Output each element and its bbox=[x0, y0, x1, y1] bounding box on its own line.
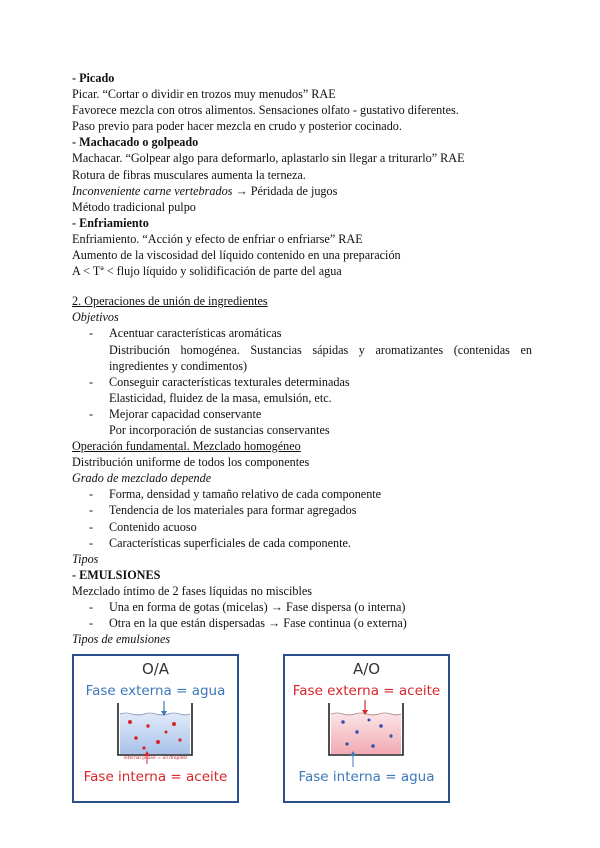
oil-droplet bbox=[165, 731, 168, 734]
bullet-item: - Características superficiales de cada componente. bbox=[89, 535, 351, 550]
external-phase-label: Fase externa = agua bbox=[85, 683, 226, 699]
text-line: Enfriamiento. “Acción y efecto de enfriar o enfriarse” RAE bbox=[72, 231, 363, 246]
bullet-dash: - bbox=[89, 326, 94, 341]
internal-phase-label: Fase interna = aceite bbox=[83, 769, 228, 785]
bullet-item: - Acentuar características aromáticas bbox=[89, 326, 282, 341]
bullet-item: - Mejorar capacidad conservante bbox=[89, 406, 262, 421]
emulsion-figures bbox=[72, 652, 532, 802]
figure-oil-in-water bbox=[72, 654, 239, 803]
document-body bbox=[72, 70, 532, 647]
heading-emulsiones: - EMULSIONES bbox=[72, 567, 161, 582]
figure-title: A/O bbox=[352, 660, 381, 678]
bullet-continuation: Distribución homogénea. Sustancias sápidas y aromatizantes (contenidas en bbox=[109, 342, 532, 357]
bullet-dash: - bbox=[89, 487, 94, 502]
bullet-dash: - bbox=[89, 374, 94, 389]
subheading-grado: Grado de mezclado depende bbox=[72, 471, 212, 486]
section-heading-union: 2. Operaciones de unión de ingredientes bbox=[72, 294, 268, 309]
bullet-dash: - bbox=[89, 519, 94, 534]
figure-title: O/A bbox=[141, 660, 170, 678]
bullet-dash: - bbox=[89, 503, 94, 518]
text-line: Método tradicional pulpo bbox=[72, 199, 196, 214]
oil-droplet bbox=[146, 724, 149, 727]
water-droplet bbox=[341, 720, 345, 724]
text-line: A < Tª < flujo líquido y solidificación de parte del agua bbox=[72, 264, 342, 279]
oil-droplet bbox=[156, 740, 160, 744]
oil-droplet bbox=[142, 746, 145, 749]
text-line: Machacar. “Golpear algo para deformarlo, aplastarlo sin llegar a triturarlo” RAE bbox=[72, 151, 465, 166]
bullet-dash: - bbox=[89, 600, 94, 614]
text-line: Distribución uniforme de todos los componentes bbox=[72, 455, 310, 470]
subheading-objetivos: Objetivos bbox=[72, 310, 119, 325]
water-droplet bbox=[379, 724, 383, 728]
bullet-continuation: ingredientes y condimentos) bbox=[109, 358, 248, 373]
text-line: Rotura de fibras musculares aumenta la terneza. bbox=[72, 167, 306, 182]
bullet-dash: - bbox=[89, 535, 94, 550]
bullet-item: - Conseguir características texturales determinadas bbox=[89, 374, 350, 389]
text-line: Paso previo para poder hacer mezcla en crudo y posterior cocinado. bbox=[72, 119, 402, 134]
text-line: Picar. “Cortar o dividir en trozos muy menudos” RAE bbox=[72, 87, 336, 102]
oil-phase bbox=[331, 714, 401, 754]
heading-machacado: - Machacado o golpeado bbox=[72, 135, 199, 150]
oil-droplet bbox=[134, 736, 138, 740]
oil-droplet bbox=[128, 720, 132, 724]
external-phase-label: Fase externa = aceite bbox=[292, 683, 441, 699]
water-droplet bbox=[355, 730, 358, 733]
water-droplet bbox=[368, 719, 371, 722]
bullet-item: - Tendencia de los materiales para formar agregados bbox=[89, 503, 357, 518]
bullet-dash: - bbox=[89, 616, 94, 631]
italic-inconveniente: Inconveniente carne vertebrados bbox=[72, 183, 233, 198]
text-line: Favorece mezcla con otros alimentos. Sensaciones olfato - gustativo diferentes. bbox=[72, 103, 459, 118]
bullet-item: - Otra en la que están dispersadas → Fase continua (o externa) bbox=[89, 616, 407, 631]
subheading-tipos-emulsiones: Tipos de emulsiones bbox=[72, 632, 171, 647]
bullet-item: - Forma, densidad y tamaño relativo de cada componente bbox=[89, 487, 382, 502]
bullet-dash: - bbox=[89, 406, 94, 421]
internal-phase-label: Fase interna = agua bbox=[298, 769, 435, 785]
heading-picado: - Picado bbox=[72, 71, 115, 85]
text-line bbox=[72, 183, 532, 199]
figure-water-in-oil bbox=[283, 654, 450, 803]
water-droplet bbox=[371, 744, 375, 748]
heading-enfriamiento: - Enfriamiento bbox=[72, 215, 149, 230]
oil-droplet bbox=[178, 738, 181, 741]
internal-phase-note: internal phase = oil droplets bbox=[123, 756, 188, 761]
water-droplet bbox=[389, 734, 392, 737]
text-perdida-jugos: → Péridada de jugos bbox=[232, 183, 338, 198]
heading-mezclado: Operación fundamental. Mezclado homogéneo bbox=[72, 439, 301, 454]
text-line: Aumento de la viscosidad del líquido contenido en una preparación bbox=[72, 248, 401, 263]
bullet-continuation: Por incorporación de sustancias conservantes bbox=[109, 422, 330, 437]
oil-droplet bbox=[172, 722, 176, 726]
subheading-tipos: Tipos bbox=[72, 551, 99, 566]
bullet-item: - Una en forma de gotas (micelas) → Fase dispersa (o interna) bbox=[89, 600, 406, 614]
text-line: Mezclado íntimo de 2 fases líquidas no miscibles bbox=[72, 583, 312, 598]
bullet-continuation: Elasticidad, fluidez de la masa, emulsión, etc. bbox=[109, 390, 332, 405]
water-phase bbox=[120, 714, 190, 754]
bullet-item: - Contenido acuoso bbox=[89, 519, 197, 534]
water-droplet bbox=[345, 742, 348, 745]
